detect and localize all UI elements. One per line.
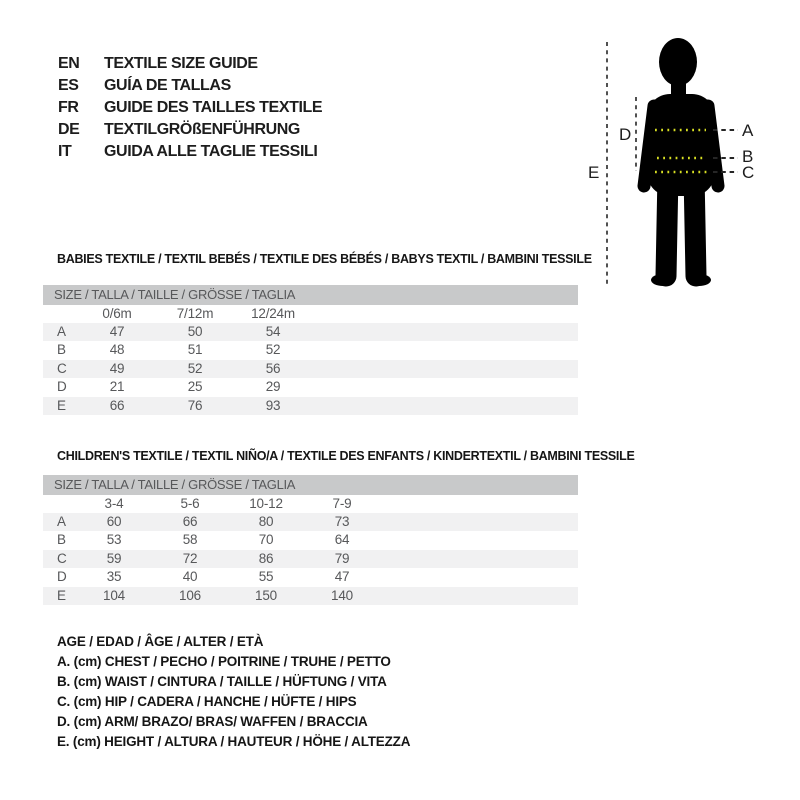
table-cell: 51 [187,342,203,358]
table-row [43,550,578,568]
legend-line-height: E. (cm) HEIGHT / ALTURA / HAUTEUR / HÖHE / ALTEZZA [57,734,411,749]
measure-label-c: C [742,163,754,182]
row-label: B [57,342,66,358]
column-header: 12/24m [251,306,295,321]
measure-label-a: A [742,121,754,140]
table-cell: 47 [334,569,350,585]
measurement-diagram [575,30,800,300]
table-cell: 49 [109,360,125,376]
column-header: 10-12 [249,496,283,511]
language-code: DE [58,121,80,138]
column-header: 7-9 [332,496,352,511]
legend-line-hip: C. (cm) HIP / CADERA / HANCHE / HÜFTE / HIPS [57,694,357,709]
row-label: A [57,324,66,339]
row-label: E [57,587,66,603]
table-cell: 66 [182,514,198,529]
column-header-row [43,305,578,323]
size-header-bar: SIZE / TALLA / TAILLE / GRÖSSE / TAGLIA [43,285,578,305]
table-cell: 140 [331,587,353,603]
table-cell: 56 [265,360,281,376]
silhouette-left-foot [651,274,675,286]
table-cell: 58 [182,532,198,548]
row-label-spacer [43,305,78,323]
language-label: GUÍA DE TALLAS [104,77,231,94]
table-cell: 79 [334,550,350,566]
size-header-bar: SIZE / TALLA / TAILLE / GRÖSSE / TAGLIA [43,475,578,495]
language-row-en [58,53,322,75]
row-label: D [57,379,67,395]
table-row [43,323,578,341]
legend-line-age: AGE / EDAD / ÂGE / ALTER / ETÀ [57,634,264,649]
legend-line-arm: D. (cm) ARM/ BRAZO/ BRAS/ WAFFEN / BRACCIA [57,714,368,729]
table-row [43,360,578,378]
table-cell: 104 [103,587,125,603]
table-cell: 55 [258,569,274,585]
language-row-es [58,75,322,97]
babies-table-title: BABIES TEXTILE / TEXTIL BEBÉS / TEXTILE DES BÉBÉS / BABYS TEXTIL / BAMBINI TESSILE [57,252,592,266]
language-list [58,53,322,163]
table-row [43,397,578,415]
table-row [43,378,578,396]
silhouette-right-leg [694,174,696,276]
babies-size-table [43,285,578,415]
table-cell: 60 [106,514,122,529]
language-row-de [58,119,322,141]
table-cell: 52 [265,342,281,358]
table-cell: 150 [255,587,277,603]
table-cell: 80 [258,514,274,529]
column-header: 5-6 [180,496,200,511]
silhouette-neck [671,78,686,94]
language-label: GUIDA ALLE TAGLIE TESSILI [104,143,318,160]
table-row [43,531,578,549]
table-cell: 70 [258,532,274,548]
table-cell: 86 [258,550,274,566]
language-code: FR [58,99,79,116]
column-header: 7/12m [176,306,214,321]
column-header: 3-4 [104,496,124,511]
column-header: 0/6m [102,306,132,321]
table-cell: 76 [187,397,203,413]
legend-line-chest: A. (cm) CHEST / PECHO / POITRINE / TRUHE / PETTO [57,654,391,669]
language-code: IT [58,143,72,160]
table-cell: 53 [106,532,122,548]
table-cell: 35 [106,569,122,585]
table-cell: 21 [109,379,125,395]
language-code: EN [58,55,80,72]
language-code: ES [58,77,79,94]
row-label: E [57,397,66,413]
table-cell: 66 [109,397,125,413]
table-cell: 106 [179,587,201,603]
table-cell: 29 [265,379,281,395]
table-cell: 48 [109,342,125,358]
table-cell: 72 [182,550,198,566]
row-label-spacer [43,495,76,513]
measure-label-e: E [588,163,600,182]
table-row [43,568,578,586]
table-cell: 47 [109,324,125,339]
legend-line-waist: B. (cm) WAIST / CINTURA / TAILLE / HÜFTUNG / VITA [57,674,387,689]
child-silhouette [644,38,718,286]
table-cell: 52 [187,360,203,376]
table-row [43,341,578,359]
silhouette-left-leg [666,174,668,276]
children-table-title: CHILDREN'S TEXTILE / TEXTIL NIÑO/A / TEXTILE DES ENFANTS / KINDERTEXTIL / BAMBINI TESSILE [57,449,635,463]
row-label: C [57,550,67,566]
table-cell: 40 [182,569,198,585]
row-label: A [57,514,66,529]
column-header-row [43,495,578,513]
child-silhouette-figure [575,30,800,300]
measure-label-d: D [619,125,631,144]
language-row-it [58,141,322,163]
row-label: D [57,569,67,585]
language-label: TEXTILGRÖßENFÜHRUNG [104,121,300,138]
table-cell: 54 [265,324,281,339]
table-row [43,513,578,531]
table-cell: 93 [265,397,281,413]
table-cell: 59 [106,550,122,566]
silhouette-right-foot [687,274,711,286]
table-cell: 64 [334,532,350,548]
table-cell: 50 [187,324,203,339]
table-cell: 73 [334,514,350,529]
table-row [43,587,578,605]
language-label: TEXTILE SIZE GUIDE [104,55,258,72]
table-cell: 25 [187,379,203,395]
measure-label-b: B [742,147,754,166]
language-label: GUIDE DES TAILLES TEXTILE [104,99,323,116]
measurement-legend [57,632,410,752]
language-row-fr [58,97,322,119]
row-label: B [57,532,66,548]
children-size-table [43,475,578,605]
row-label: C [57,360,67,376]
